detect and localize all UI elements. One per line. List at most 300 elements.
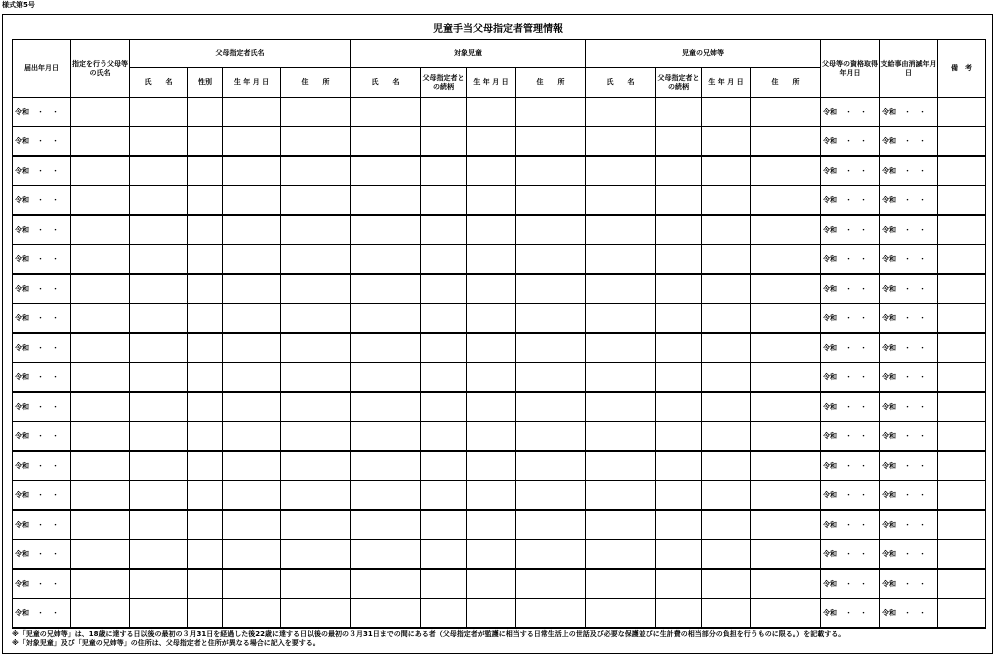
designee-gender-cell[interactable] bbox=[188, 569, 223, 599]
acquisition-date-cell[interactable] bbox=[821, 363, 880, 393]
sibling-address-cell[interactable] bbox=[751, 304, 821, 334]
child-address-cell[interactable] bbox=[516, 451, 586, 481]
payment-end-date-cell[interactable] bbox=[880, 363, 938, 393]
designee-name-cell[interactable] bbox=[130, 569, 188, 599]
notify-date-cell[interactable] bbox=[13, 451, 71, 481]
child-relationship-cell[interactable] bbox=[421, 599, 467, 629]
child-address-cell[interactable] bbox=[516, 363, 586, 393]
payment-end-date-cell[interactable] bbox=[880, 333, 938, 363]
sibling-name-cell[interactable] bbox=[586, 422, 656, 452]
child-address-cell[interactable] bbox=[516, 569, 586, 599]
designee-birth-cell[interactable] bbox=[223, 245, 281, 275]
sibling-birth-cell[interactable] bbox=[702, 481, 751, 511]
sibling-name-cell[interactable] bbox=[586, 98, 656, 127]
sibling-birth-cell[interactable] bbox=[702, 215, 751, 245]
designee-name-cell[interactable] bbox=[130, 363, 188, 393]
designating-parent-cell[interactable] bbox=[71, 599, 130, 629]
sibling-birth-cell[interactable] bbox=[702, 510, 751, 540]
child-relationship-cell[interactable] bbox=[421, 156, 467, 186]
child-relationship-cell[interactable] bbox=[421, 481, 467, 511]
child-name-cell[interactable] bbox=[351, 481, 421, 511]
remarks-cell[interactable] bbox=[938, 127, 986, 157]
designee-birth-cell[interactable] bbox=[223, 569, 281, 599]
designating-parent-cell[interactable] bbox=[71, 304, 130, 334]
acquisition-date-cell[interactable] bbox=[821, 98, 880, 127]
designee-address-cell[interactable] bbox=[281, 451, 351, 481]
child-name-cell[interactable] bbox=[351, 392, 421, 422]
designating-parent-cell[interactable] bbox=[71, 481, 130, 511]
designating-parent-cell[interactable] bbox=[71, 156, 130, 186]
child-address-cell[interactable] bbox=[516, 540, 586, 570]
child-birth-cell[interactable] bbox=[467, 274, 516, 304]
sibling-relationship-cell[interactable] bbox=[656, 510, 702, 540]
child-name-cell[interactable] bbox=[351, 186, 421, 216]
remarks-cell[interactable] bbox=[938, 569, 986, 599]
sibling-name-cell[interactable] bbox=[586, 392, 656, 422]
sibling-relationship-cell[interactable] bbox=[656, 599, 702, 629]
child-address-cell[interactable] bbox=[516, 481, 586, 511]
child-relationship-cell[interactable] bbox=[421, 510, 467, 540]
designee-birth-cell[interactable] bbox=[223, 451, 281, 481]
child-relationship-cell[interactable] bbox=[421, 186, 467, 216]
designee-name-cell[interactable] bbox=[130, 510, 188, 540]
sibling-name-cell[interactable] bbox=[586, 481, 656, 511]
remarks-cell[interactable] bbox=[938, 481, 986, 511]
designee-gender-cell[interactable] bbox=[188, 245, 223, 275]
payment-end-date-cell[interactable] bbox=[880, 304, 938, 334]
designee-address-cell[interactable] bbox=[281, 363, 351, 393]
sibling-address-cell[interactable] bbox=[751, 599, 821, 629]
child-name-cell[interactable] bbox=[351, 599, 421, 629]
child-birth-cell[interactable] bbox=[467, 392, 516, 422]
sibling-birth-cell[interactable] bbox=[702, 245, 751, 275]
sibling-address-cell[interactable] bbox=[751, 422, 821, 452]
child-relationship-cell[interactable] bbox=[421, 392, 467, 422]
designee-name-cell[interactable] bbox=[130, 304, 188, 334]
sibling-birth-cell[interactable] bbox=[702, 98, 751, 127]
designee-gender-cell[interactable] bbox=[188, 363, 223, 393]
child-address-cell[interactable] bbox=[516, 304, 586, 334]
notify-date-cell[interactable] bbox=[13, 98, 71, 127]
sibling-relationship-cell[interactable] bbox=[656, 98, 702, 127]
sibling-birth-cell[interactable] bbox=[702, 333, 751, 363]
designee-name-cell[interactable] bbox=[130, 215, 188, 245]
payment-end-date-cell[interactable] bbox=[880, 422, 938, 452]
acquisition-date-cell[interactable] bbox=[821, 451, 880, 481]
notify-date-cell[interactable] bbox=[13, 422, 71, 452]
notify-date-cell[interactable] bbox=[13, 274, 71, 304]
designating-parent-cell[interactable] bbox=[71, 98, 130, 127]
designee-gender-cell[interactable] bbox=[188, 304, 223, 334]
acquisition-date-cell[interactable] bbox=[821, 422, 880, 452]
payment-end-date-cell[interactable] bbox=[880, 186, 938, 216]
sibling-name-cell[interactable] bbox=[586, 540, 656, 570]
designating-parent-cell[interactable] bbox=[71, 215, 130, 245]
acquisition-date-cell[interactable] bbox=[821, 304, 880, 334]
designating-parent-cell[interactable] bbox=[71, 333, 130, 363]
designee-address-cell[interactable] bbox=[281, 569, 351, 599]
designee-address-cell[interactable] bbox=[281, 392, 351, 422]
sibling-address-cell[interactable] bbox=[751, 569, 821, 599]
child-address-cell[interactable] bbox=[516, 599, 586, 629]
acquisition-date-cell[interactable] bbox=[821, 481, 880, 511]
designee-birth-cell[interactable] bbox=[223, 127, 281, 157]
child-address-cell[interactable] bbox=[516, 274, 586, 304]
child-relationship-cell[interactable] bbox=[421, 245, 467, 275]
designee-name-cell[interactable] bbox=[130, 333, 188, 363]
child-name-cell[interactable] bbox=[351, 156, 421, 186]
designee-birth-cell[interactable] bbox=[223, 481, 281, 511]
remarks-cell[interactable] bbox=[938, 186, 986, 216]
designee-name-cell[interactable] bbox=[130, 127, 188, 157]
acquisition-date-cell[interactable] bbox=[821, 215, 880, 245]
designee-address-cell[interactable] bbox=[281, 333, 351, 363]
designee-name-cell[interactable] bbox=[130, 599, 188, 629]
payment-end-date-cell[interactable] bbox=[880, 481, 938, 511]
remarks-cell[interactable] bbox=[938, 215, 986, 245]
designee-name-cell[interactable] bbox=[130, 98, 188, 127]
notify-date-cell[interactable] bbox=[13, 540, 71, 570]
sibling-birth-cell[interactable] bbox=[702, 599, 751, 629]
child-birth-cell[interactable] bbox=[467, 245, 516, 275]
notify-date-cell[interactable] bbox=[13, 127, 71, 157]
notify-date-cell[interactable] bbox=[13, 156, 71, 186]
designee-birth-cell[interactable] bbox=[223, 215, 281, 245]
notify-date-cell[interactable] bbox=[13, 363, 71, 393]
child-address-cell[interactable] bbox=[516, 245, 586, 275]
remarks-cell[interactable] bbox=[938, 422, 986, 452]
sibling-name-cell[interactable] bbox=[586, 304, 656, 334]
sibling-address-cell[interactable] bbox=[751, 156, 821, 186]
sibling-birth-cell[interactable] bbox=[702, 304, 751, 334]
remarks-cell[interactable] bbox=[938, 540, 986, 570]
sibling-relationship-cell[interactable] bbox=[656, 363, 702, 393]
designee-name-cell[interactable] bbox=[130, 540, 188, 570]
designee-birth-cell[interactable] bbox=[223, 98, 281, 127]
designee-name-cell[interactable] bbox=[130, 245, 188, 275]
designee-name-cell[interactable] bbox=[130, 186, 188, 216]
child-birth-cell[interactable] bbox=[467, 304, 516, 334]
sibling-address-cell[interactable] bbox=[751, 481, 821, 511]
designee-gender-cell[interactable] bbox=[188, 274, 223, 304]
acquisition-date-cell[interactable] bbox=[821, 569, 880, 599]
designee-address-cell[interactable] bbox=[281, 540, 351, 570]
designating-parent-cell[interactable] bbox=[71, 422, 130, 452]
sibling-name-cell[interactable] bbox=[586, 186, 656, 216]
notify-date-cell[interactable] bbox=[13, 510, 71, 540]
payment-end-date-cell[interactable] bbox=[880, 599, 938, 629]
child-name-cell[interactable] bbox=[351, 333, 421, 363]
designee-address-cell[interactable] bbox=[281, 510, 351, 540]
acquisition-date-cell[interactable] bbox=[821, 274, 880, 304]
remarks-cell[interactable] bbox=[938, 333, 986, 363]
sibling-name-cell[interactable] bbox=[586, 156, 656, 186]
child-birth-cell[interactable] bbox=[467, 510, 516, 540]
remarks-cell[interactable] bbox=[938, 451, 986, 481]
child-relationship-cell[interactable] bbox=[421, 274, 467, 304]
designee-name-cell[interactable] bbox=[130, 481, 188, 511]
notify-date-cell[interactable] bbox=[13, 481, 71, 511]
remarks-cell[interactable] bbox=[938, 98, 986, 127]
designee-birth-cell[interactable] bbox=[223, 422, 281, 452]
designee-birth-cell[interactable] bbox=[223, 304, 281, 334]
sibling-relationship-cell[interactable] bbox=[656, 481, 702, 511]
sibling-relationship-cell[interactable] bbox=[656, 392, 702, 422]
child-birth-cell[interactable] bbox=[467, 451, 516, 481]
designee-gender-cell[interactable] bbox=[188, 481, 223, 511]
designee-address-cell[interactable] bbox=[281, 481, 351, 511]
designee-birth-cell[interactable] bbox=[223, 599, 281, 629]
child-birth-cell[interactable] bbox=[467, 333, 516, 363]
notify-date-cell[interactable] bbox=[13, 245, 71, 275]
sibling-name-cell[interactable] bbox=[586, 599, 656, 629]
sibling-address-cell[interactable] bbox=[751, 363, 821, 393]
sibling-relationship-cell[interactable] bbox=[656, 186, 702, 216]
child-birth-cell[interactable] bbox=[467, 186, 516, 216]
sibling-birth-cell[interactable] bbox=[702, 274, 751, 304]
sibling-address-cell[interactable] bbox=[751, 333, 821, 363]
payment-end-date-cell[interactable] bbox=[880, 274, 938, 304]
payment-end-date-cell[interactable] bbox=[880, 510, 938, 540]
child-name-cell[interactable] bbox=[351, 363, 421, 393]
sibling-name-cell[interactable] bbox=[586, 245, 656, 275]
sibling-address-cell[interactable] bbox=[751, 245, 821, 275]
sibling-relationship-cell[interactable] bbox=[656, 451, 702, 481]
designee-address-cell[interactable] bbox=[281, 215, 351, 245]
notify-date-cell[interactable] bbox=[13, 392, 71, 422]
child-birth-cell[interactable] bbox=[467, 98, 516, 127]
remarks-cell[interactable] bbox=[938, 363, 986, 393]
acquisition-date-cell[interactable] bbox=[821, 392, 880, 422]
sibling-relationship-cell[interactable] bbox=[656, 274, 702, 304]
sibling-address-cell[interactable] bbox=[751, 186, 821, 216]
child-name-cell[interactable] bbox=[351, 245, 421, 275]
acquisition-date-cell[interactable] bbox=[821, 540, 880, 570]
sibling-name-cell[interactable] bbox=[586, 127, 656, 157]
designating-parent-cell[interactable] bbox=[71, 186, 130, 216]
designee-name-cell[interactable] bbox=[130, 274, 188, 304]
notify-date-cell[interactable] bbox=[13, 215, 71, 245]
designee-birth-cell[interactable] bbox=[223, 156, 281, 186]
designee-birth-cell[interactable] bbox=[223, 510, 281, 540]
designee-gender-cell[interactable] bbox=[188, 333, 223, 363]
designee-gender-cell[interactable] bbox=[188, 599, 223, 629]
child-name-cell[interactable] bbox=[351, 98, 421, 127]
designating-parent-cell[interactable] bbox=[71, 245, 130, 275]
designating-parent-cell[interactable] bbox=[71, 127, 130, 157]
designee-birth-cell[interactable] bbox=[223, 540, 281, 570]
acquisition-date-cell[interactable] bbox=[821, 127, 880, 157]
designee-birth-cell[interactable] bbox=[223, 333, 281, 363]
notify-date-cell[interactable] bbox=[13, 599, 71, 629]
child-birth-cell[interactable] bbox=[467, 599, 516, 629]
payment-end-date-cell[interactable] bbox=[880, 215, 938, 245]
sibling-name-cell[interactable] bbox=[586, 333, 656, 363]
sibling-relationship-cell[interactable] bbox=[656, 333, 702, 363]
designee-birth-cell[interactable] bbox=[223, 274, 281, 304]
sibling-name-cell[interactable] bbox=[586, 510, 656, 540]
sibling-address-cell[interactable] bbox=[751, 274, 821, 304]
sibling-birth-cell[interactable] bbox=[702, 422, 751, 452]
designee-address-cell[interactable] bbox=[281, 127, 351, 157]
child-birth-cell[interactable] bbox=[467, 127, 516, 157]
designee-address-cell[interactable] bbox=[281, 156, 351, 186]
payment-end-date-cell[interactable] bbox=[880, 569, 938, 599]
designee-name-cell[interactable] bbox=[130, 392, 188, 422]
sibling-address-cell[interactable] bbox=[751, 215, 821, 245]
sibling-address-cell[interactable] bbox=[751, 127, 821, 157]
designee-gender-cell[interactable] bbox=[188, 215, 223, 245]
child-address-cell[interactable] bbox=[516, 510, 586, 540]
child-name-cell[interactable] bbox=[351, 510, 421, 540]
sibling-relationship-cell[interactable] bbox=[656, 156, 702, 186]
designee-address-cell[interactable] bbox=[281, 422, 351, 452]
designee-name-cell[interactable] bbox=[130, 451, 188, 481]
sibling-name-cell[interactable] bbox=[586, 215, 656, 245]
sibling-address-cell[interactable] bbox=[751, 540, 821, 570]
payment-end-date-cell[interactable] bbox=[880, 392, 938, 422]
child-name-cell[interactable] bbox=[351, 451, 421, 481]
designating-parent-cell[interactable] bbox=[71, 363, 130, 393]
acquisition-date-cell[interactable] bbox=[821, 599, 880, 629]
child-birth-cell[interactable] bbox=[467, 422, 516, 452]
child-birth-cell[interactable] bbox=[467, 481, 516, 511]
sibling-birth-cell[interactable] bbox=[702, 363, 751, 393]
designee-address-cell[interactable] bbox=[281, 245, 351, 275]
sibling-relationship-cell[interactable] bbox=[656, 245, 702, 275]
sibling-birth-cell[interactable] bbox=[702, 186, 751, 216]
acquisition-date-cell[interactable] bbox=[821, 245, 880, 275]
remarks-cell[interactable] bbox=[938, 304, 986, 334]
remarks-cell[interactable] bbox=[938, 599, 986, 629]
child-birth-cell[interactable] bbox=[467, 540, 516, 570]
sibling-relationship-cell[interactable] bbox=[656, 304, 702, 334]
child-name-cell[interactable] bbox=[351, 304, 421, 334]
designee-gender-cell[interactable] bbox=[188, 422, 223, 452]
child-name-cell[interactable] bbox=[351, 540, 421, 570]
designee-gender-cell[interactable] bbox=[188, 156, 223, 186]
designee-gender-cell[interactable] bbox=[188, 510, 223, 540]
designee-address-cell[interactable] bbox=[281, 274, 351, 304]
child-relationship-cell[interactable] bbox=[421, 540, 467, 570]
designee-birth-cell[interactable] bbox=[223, 186, 281, 216]
child-name-cell[interactable] bbox=[351, 422, 421, 452]
sibling-name-cell[interactable] bbox=[586, 363, 656, 393]
sibling-relationship-cell[interactable] bbox=[656, 422, 702, 452]
child-address-cell[interactable] bbox=[516, 186, 586, 216]
notify-date-cell[interactable] bbox=[13, 304, 71, 334]
designating-parent-cell[interactable] bbox=[71, 540, 130, 570]
sibling-birth-cell[interactable] bbox=[702, 392, 751, 422]
sibling-birth-cell[interactable] bbox=[702, 156, 751, 186]
payment-end-date-cell[interactable] bbox=[880, 245, 938, 275]
remarks-cell[interactable] bbox=[938, 392, 986, 422]
child-address-cell[interactable] bbox=[516, 215, 586, 245]
notify-date-cell[interactable] bbox=[13, 186, 71, 216]
payment-end-date-cell[interactable] bbox=[880, 451, 938, 481]
designee-address-cell[interactable] bbox=[281, 304, 351, 334]
sibling-birth-cell[interactable] bbox=[702, 540, 751, 570]
child-relationship-cell[interactable] bbox=[421, 98, 467, 127]
acquisition-date-cell[interactable] bbox=[821, 186, 880, 216]
remarks-cell[interactable] bbox=[938, 156, 986, 186]
child-name-cell[interactable] bbox=[351, 569, 421, 599]
child-name-cell[interactable] bbox=[351, 274, 421, 304]
sibling-birth-cell[interactable] bbox=[702, 569, 751, 599]
designee-birth-cell[interactable] bbox=[223, 392, 281, 422]
remarks-cell[interactable] bbox=[938, 510, 986, 540]
designee-gender-cell[interactable] bbox=[188, 540, 223, 570]
designee-gender-cell[interactable] bbox=[188, 127, 223, 157]
child-address-cell[interactable] bbox=[516, 156, 586, 186]
designating-parent-cell[interactable] bbox=[71, 274, 130, 304]
designee-address-cell[interactable] bbox=[281, 98, 351, 127]
sibling-relationship-cell[interactable] bbox=[656, 215, 702, 245]
child-relationship-cell[interactable] bbox=[421, 215, 467, 245]
sibling-name-cell[interactable] bbox=[586, 451, 656, 481]
sibling-birth-cell[interactable] bbox=[702, 127, 751, 157]
child-birth-cell[interactable] bbox=[467, 569, 516, 599]
remarks-cell[interactable] bbox=[938, 274, 986, 304]
sibling-birth-cell[interactable] bbox=[702, 451, 751, 481]
child-address-cell[interactable] bbox=[516, 422, 586, 452]
child-address-cell[interactable] bbox=[516, 333, 586, 363]
notify-date-cell[interactable] bbox=[13, 569, 71, 599]
child-birth-cell[interactable] bbox=[467, 215, 516, 245]
child-address-cell[interactable] bbox=[516, 127, 586, 157]
child-birth-cell[interactable] bbox=[467, 363, 516, 393]
child-relationship-cell[interactable] bbox=[421, 127, 467, 157]
sibling-relationship-cell[interactable] bbox=[656, 127, 702, 157]
designee-birth-cell[interactable] bbox=[223, 363, 281, 393]
designee-name-cell[interactable] bbox=[130, 156, 188, 186]
sibling-address-cell[interactable] bbox=[751, 98, 821, 127]
designating-parent-cell[interactable] bbox=[71, 392, 130, 422]
child-relationship-cell[interactable] bbox=[421, 363, 467, 393]
child-relationship-cell[interactable] bbox=[421, 451, 467, 481]
child-relationship-cell[interactable] bbox=[421, 333, 467, 363]
child-birth-cell[interactable] bbox=[467, 156, 516, 186]
designee-gender-cell[interactable] bbox=[188, 186, 223, 216]
sibling-address-cell[interactable] bbox=[751, 510, 821, 540]
designating-parent-cell[interactable] bbox=[71, 451, 130, 481]
designee-gender-cell[interactable] bbox=[188, 451, 223, 481]
sibling-name-cell[interactable] bbox=[586, 569, 656, 599]
payment-end-date-cell[interactable] bbox=[880, 98, 938, 127]
acquisition-date-cell[interactable] bbox=[821, 333, 880, 363]
acquisition-date-cell[interactable] bbox=[821, 156, 880, 186]
payment-end-date-cell[interactable] bbox=[880, 156, 938, 186]
child-relationship-cell[interactable] bbox=[421, 422, 467, 452]
sibling-relationship-cell[interactable] bbox=[656, 569, 702, 599]
sibling-address-cell[interactable] bbox=[751, 392, 821, 422]
child-address-cell[interactable] bbox=[516, 392, 586, 422]
child-name-cell[interactable] bbox=[351, 215, 421, 245]
designee-name-cell[interactable] bbox=[130, 422, 188, 452]
acquisition-date-cell[interactable] bbox=[821, 510, 880, 540]
designating-parent-cell[interactable] bbox=[71, 510, 130, 540]
payment-end-date-cell[interactable] bbox=[880, 127, 938, 157]
child-relationship-cell[interactable] bbox=[421, 569, 467, 599]
child-address-cell[interactable] bbox=[516, 98, 586, 127]
designee-gender-cell[interactable] bbox=[188, 392, 223, 422]
notify-date-cell[interactable] bbox=[13, 333, 71, 363]
child-relationship-cell[interactable] bbox=[421, 304, 467, 334]
sibling-relationship-cell[interactable] bbox=[656, 540, 702, 570]
designee-gender-cell[interactable] bbox=[188, 98, 223, 127]
designee-address-cell[interactable] bbox=[281, 599, 351, 629]
designating-parent-cell[interactable] bbox=[71, 569, 130, 599]
